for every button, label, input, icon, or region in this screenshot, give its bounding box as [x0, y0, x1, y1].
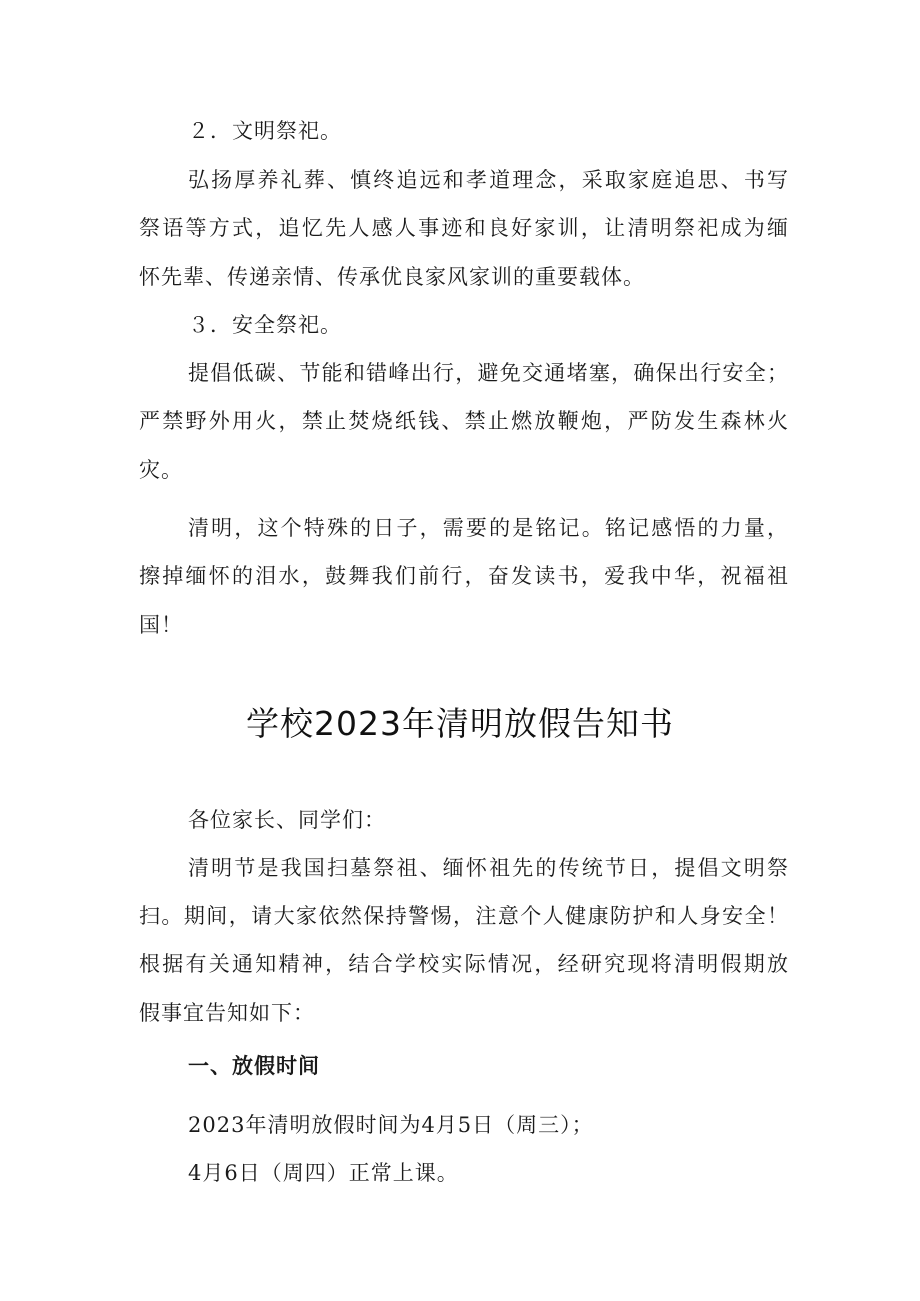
closing-line-1: 清明，这个特殊的日子，需要的是铭记。铭记感悟的力量，: [188, 516, 789, 540]
section1-line-1: 2023年清明放假时间为4月5日（周三）；: [188, 1113, 594, 1137]
intro-line-2: 扫。期间，请大家依然保持警惕，注意个人健康防护和人身安全！: [139, 904, 789, 928]
notice-title: 学校2023年清明放假告知书: [246, 704, 674, 743]
item2-line-1: 弘扬厚养礼葬、慎终追远和孝道理念，采取家庭追思、书写: [188, 168, 789, 192]
item3-line-1: 提倡低碳、节能和错峰出行，避免交通堵塞，确保出行安全；: [188, 361, 789, 385]
section1-heading: 一、放假时间: [188, 1054, 320, 1078]
item3-title: ３．安全祭祀。: [188, 313, 342, 337]
intro-line-1: 清明节是我国扫墓祭祖、缅怀祖先的传统节日，提倡文明祭: [188, 856, 789, 880]
intro-line-3: 根据有关通知精神，结合学校实际情况，经研究现将清明假期放: [139, 952, 789, 976]
item2-title: ２．文明祭祀。: [188, 119, 342, 143]
item2-line-2: 祭语等方式，追忆先人感人事迹和良好家训，让清明祭祀成为缅: [139, 216, 789, 240]
item2-line-3: 怀先辈、传递亲情、传承优良家风家训的重要载体。: [139, 265, 645, 289]
item3-line-3: 灾。: [139, 458, 183, 482]
salutation: 各位家长、同学们：: [188, 808, 386, 832]
intro-line-4: 假事宜告知如下：: [139, 1001, 315, 1025]
closing-line-3: 国！: [139, 613, 183, 637]
closing-line-2: 擦掉缅怀的泪水，鼓舞我们前行，奋发读书，爱我中华，祝福祖: [139, 564, 789, 588]
section1-line-2: 4月6日（周四）正常上课。: [188, 1161, 459, 1185]
item3-line-2: 严禁野外用火，禁止焚烧纸钱、禁止燃放鞭炮，严防发生森林火: [139, 409, 789, 433]
